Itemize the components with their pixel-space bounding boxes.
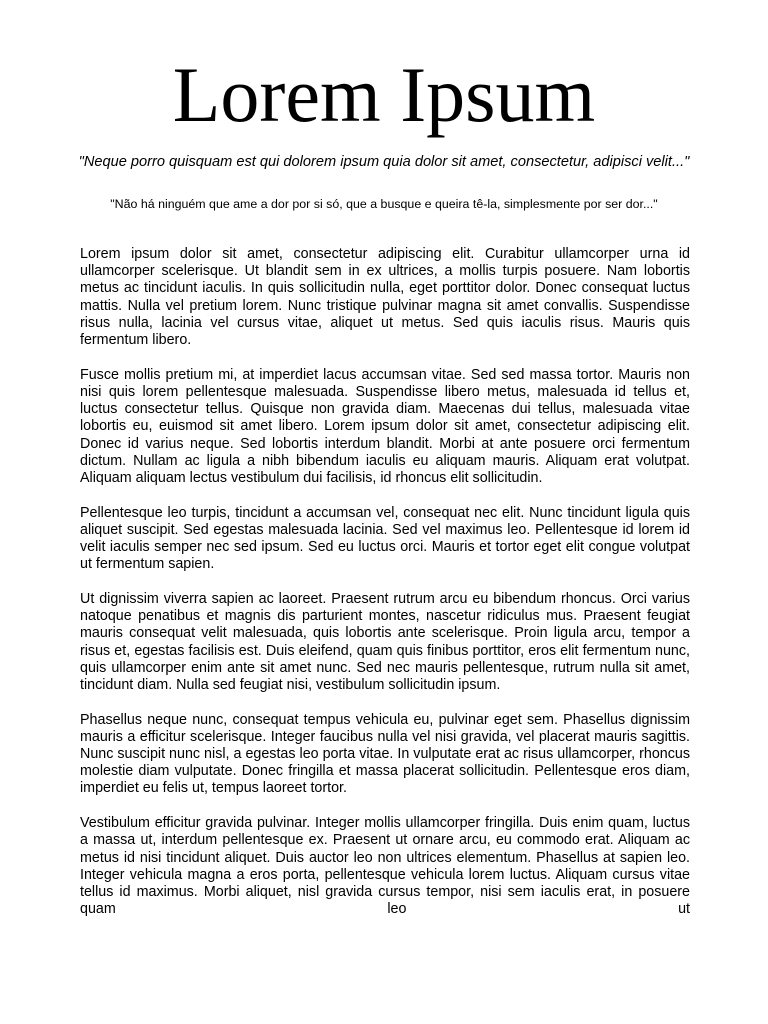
- paragraph-4: Ut dignissim viverra sapien ac laoreet. Praesent rutrum arcu eu bibendum rhoncus. Orci varius natoque penatibus et magnis dis parturient montes, nascetur ridiculus mus. Praesent feugiat mauris consequat velit malesuada, quis lobortis ante scelerisque. Proin ligula arcu, tempor a risus et, egestas facilisis est. Duis eleifend, quam quis finibus porttitor, eros elit fermentum nunc, quis ullamcorper enim ante sit amet nunc. Sed nec mauris pellentesque, rutrum nulla sit amet, tincidunt diam. Nulla sed feugiat nisi, vestibulum sollicitudin ipsum.: [80, 590, 690, 693]
- portuguese-quote: "Não há ninguém que ame a dor por si só, que a busque e queira tê-la, simplesmente por ser dor...": [110, 197, 658, 211]
- latin-quote: "Neque porro quisquam est qui dolorem ipsum quia dolor sit amet, consectetur, adipisci velit...": [78, 154, 690, 170]
- paragraph-6: Vestibulum efficitur gravida pulvinar. Integer mollis ullamcorper fringilla. Duis enim quam, luctus a massa ut, interdum pellentesque ex. Praesent ut ornare arcu, eu commodo erat. Aliquam ac metus id nisi tincidunt aliquet. Duis auctor leo non ultrices elementum. Phasellus at sapien leo. Integer vehicula magna a eros porta, pellentesque vehicula lorem luctus. Aliquam cursus vitae tellus id maximus. Morbi aliquet, nisl gravida cursus tempor, nisi sem iaculis erat, in posuere quam leo ut: [80, 815, 690, 918]
- document-title: Lorem Ipsum: [172, 51, 596, 138]
- paragraph-3: Pellentesque leo turpis, tincidunt a accumsan vel, consequat nec elit. Nunc tincidunt ligula quis aliquet suscipit. Sed egestas malesuada lacinia. Sed vel maximus leo. Pellentesque id lorem id velit iaculis semper nec sed ipsum. Sed eu luctus orci. Mauris et tortor eget elit congue volutpat ut fermentum sapien.: [80, 504, 690, 573]
- body-text: [80, 246, 690, 936]
- paragraph-1: Lorem ipsum dolor sit amet, consectetur adipiscing elit. Curabitur ullamcorper urna id ullamcorper scelerisque. Ut blandit sem in ex ultrices, a mollis turpis posuere. Nam lobortis metus ac tincidunt iaculis. In quis sollicitudin nulla, eget porttitor dolor. Donec consequat luctus mattis. Nulla vel pretium lorem. Nunc tristique pulvinar magna sit amet convallis. Suspendisse risus nulla, lacinia vel cursus vitae, aliquet ut metus. Sed quis iaculis risus. Mauris quis fermentum libero.: [80, 246, 690, 349]
- paragraph-2: Fusce mollis pretium mi, at imperdiet lacus accumsan vitae. Sed sed massa tortor. Mauris non nisi quis lorem pellentesque malesuada. Suspendisse libero metus, malesuada id tellus et, luctus consectetur tellus. Quisque non gravida diam. Maecenas dui tellus, malesuada vitae lobortis eu, euismod sit amet libero. Lorem ipsum dolor sit amet, consectetur adipiscing elit. Donec id varius neque. Sed lobortis interdum blandit. Morbi at ante posuere orci fermentum dictum. Nullam ac ligula a nibh bibendum iaculis eu aliquam mauris. Aliquam erat volutpat. Aliquam aliquam lectus vestibulum dui facilisis, id rhoncus elit sollicitudin.: [80, 366, 690, 486]
- paragraph-5: Phasellus neque nunc, consequat tempus vehicula eu, pulvinar eget sem. Phasellus dignissim mauris a efficitur scelerisque. Integer faucibus nulla vel nisi gravida, vel placerat mauris sagittis. Nunc suscipit nunc nisl, a egestas leo porta vitae. In vulputate erat ac risus ullamcorper, rhoncus molestie diam vulputate. Donec fringilla et massa placerat sollicitudin. Pellentesque eros diam, imperdiet eu felis ut, tempus laoreet tortor.: [80, 711, 690, 797]
